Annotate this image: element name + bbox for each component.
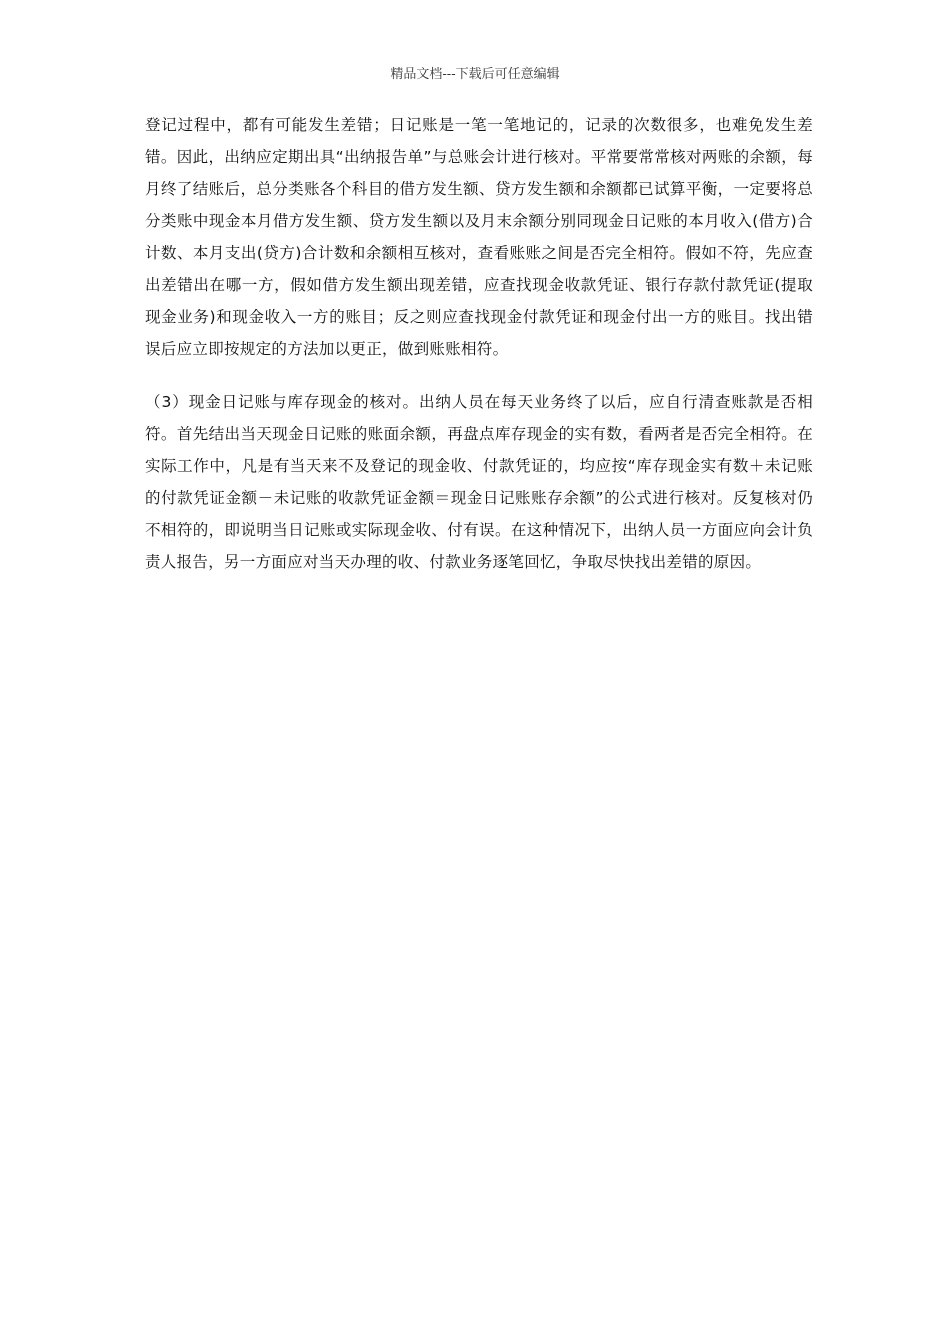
page-header: 精品文档---下载后可任意编辑	[390, 67, 560, 82]
paragraph-ledger-reconciliation: 登记过程中，都有可能发生差错；日记账是一笔一笔地记的，记录的次数很多，也难免发生差错。因此，出纳应定期出具“出纳报告单”与总账会计进行核对。平常要常常核对两账的余额，每月终了结账后，总分类账各个科目的借方发生额、贷方发生额和余额都已试算平衡，一定要将总分类账中现金本月借方发生额、贷方发生额以及月末余额分别同现金日记账的本月收入(借方)合计数、本月支出(贷方)合计数和余额相互核对，查看账账之间是否完全相符。假如不符，先应查出差错出在哪一方，假如借方发生额出现差错，应查找现金收款凭证、银行存款付款凭证(提取现金业务)和现金收入一方的账目；反之则应查找现金付款凭证和现金付出一方的账目。找出错误后应立即按规定的方法加以更正，做到账账相符。	[145, 116, 813, 358]
document-body	[145, 109, 813, 578]
paragraph-cash-reconciliation: （3）现金日记账与库存现金的核对。出纳人员在每天业务终了以后，应自行清查账款是否相符。首先结出当天现金日记账的账面余额，再盘点库存现金的实有数，看两者是否完全相符。在实际工作中，凡是有当天来不及登记的现金收、付款凭证的，均应按“库存现金实有数＋未记账的付款凭证金额－未记账的收款凭证金额＝现金日记账账存余额”的公式进行核对。反复核对仍不相符的，即说明当日记账或实际现金收、付有误。在这种情况下，出纳人员一方面应向会计负责人报告，另一方面应对当天办理的收、付款业务逐笔回忆，争取尽快找出差错的原因。	[145, 393, 813, 571]
